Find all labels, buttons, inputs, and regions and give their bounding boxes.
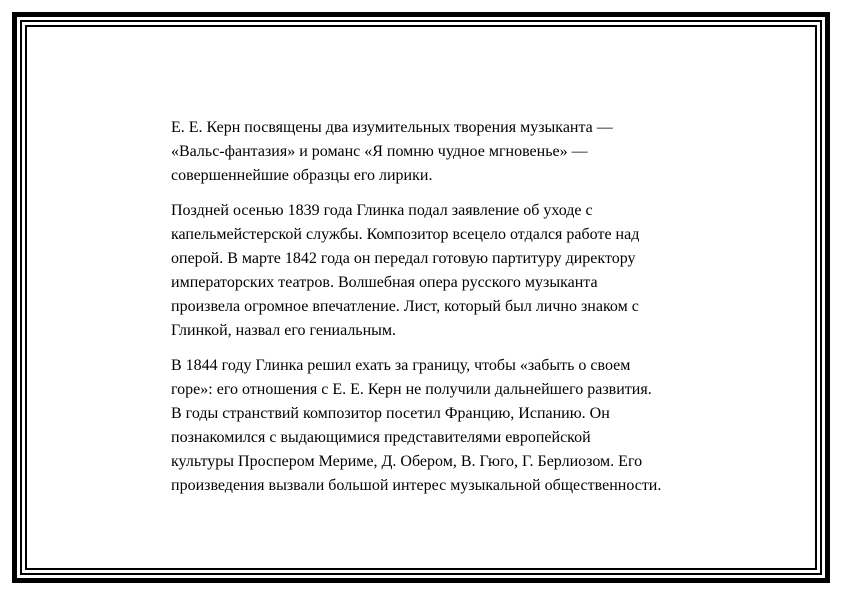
text-line: культуры Проспером Мериме, Д. Обером, В. Гюго, Г. Берлиозом. Его (171, 453, 643, 470)
text-line: Поздней осенью 1839 года Глинка подал заявление об уходе с (171, 202, 593, 219)
text-body (171, 116, 731, 509)
text-line: произведения вызвали большой интерес музыкальной общественности. (171, 477, 662, 494)
text-line: горе»: его отношения с Е. Е. Керн не получили дальнейшего развития. (171, 381, 652, 398)
text-line: В 1844 году Глинка решил ехать за границу, чтобы «забыть о своем (171, 357, 631, 374)
text-line: познакомился с выдающимися представителями европейской (171, 429, 591, 446)
text-line: совершеннейшие образцы его лирики. (171, 167, 433, 184)
text-line: оперой. В марте 1842 года он передал готовую партитуру директору (171, 250, 636, 267)
text-line: произвела огромное впечатление. Лист, который был лично знаком с (171, 298, 639, 315)
text-line: Е. Е. Керн посвящены два изумительных творения музыканта — (171, 119, 613, 136)
text-line: «Вальс-фантазия» и романс «Я помню чудное мгновенье» — (171, 143, 588, 160)
paragraph-travels (171, 354, 731, 498)
text-line: императорских театров. Волшебная опера русского музыканта (171, 274, 598, 291)
text-line: В годы странствий композитор посетил Францию, Испанию. Он (171, 405, 610, 422)
paragraph-opera (171, 199, 731, 343)
text-line: капельмейстерской службы. Композитор всецело отдался работе над (171, 226, 640, 243)
paragraph-kern-works (171, 116, 731, 188)
text-line: Глинкой, назвал его гениальным. (171, 322, 397, 339)
